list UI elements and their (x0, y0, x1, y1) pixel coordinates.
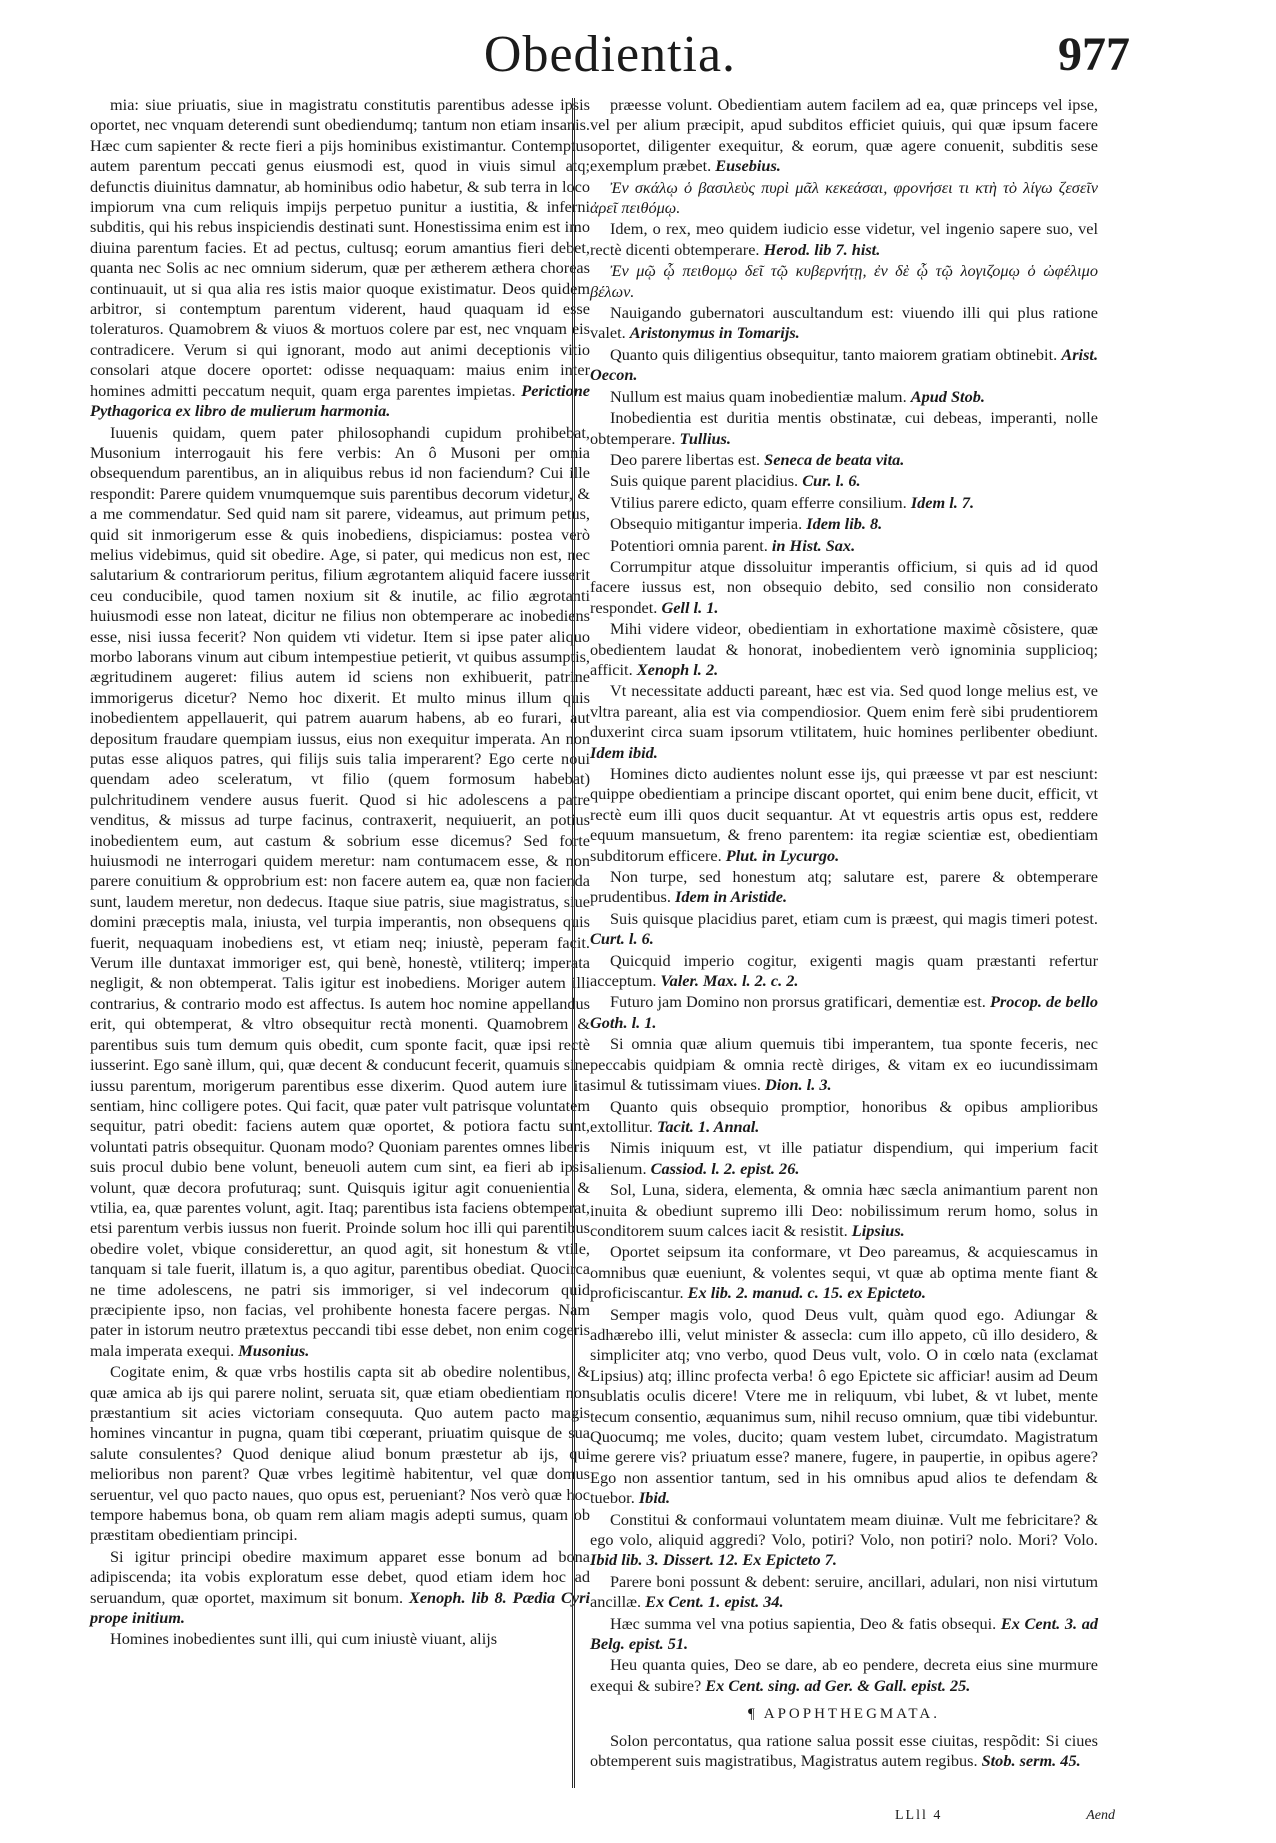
paragraph-text: mia: siue priuatis, siue in magistratu constitutis parentibus adesse ipsis oportet, nec vnquam deterendi sunt obediendumq; tantum non etiam insanis. Hæc cum sapienter & recte fieri a pijs hominibus existimantur. Contemptus autem parentum peccati genus eiusmodi est, quod in viuis simul atq; defunctis diuinitus damnatur, ab hominibus odio habetur, & sub terra in loco impiorum vna cum reliquis impijs perpetuo punitur a iustitia, & inferni subditis, qui his rebus inspiciendis destinati sunt. Honestissima enim est imo diuina parentum facies. Et ad pectus, cultusq; eorum amantius fieri debet, quanta nec Solis ac nec omnium siderum, quæ per ætherem æthera choreas continuauit, ut si qua alia res istis maior quoque existimatur. Deos quidem arbitror, si contemptum parentum viderent, haud quaquam id esse toleraturos. Quamobrem & viuos & mortuos colere par est, nec vnquam eis contradicere. Verum si qui ignorant, modo aut animi deceptionis vitio consolari atque docere oportet: odisse nequaquam: maius enim inter homines admitti peccatum nequit, quam erga parentes impietas. (90, 95, 590, 400)
source-citation: Perictione Pythagorica ex libro de mulierum harmonia. (90, 380, 590, 421)
source-citation: Musonius. (238, 1340, 310, 1360)
source-citation: Apud Stob. (910, 386, 985, 406)
source-citation: Tacit. 1. Annal. (656, 1116, 760, 1136)
source-citation: Arist. Oecon. (590, 344, 1099, 385)
source-citation: Lipsius. (851, 1220, 905, 1240)
paragraph-text: Deo parere libertas est. (610, 449, 761, 469)
paragraph-text: Hæc summa vel vna potius sapientia, Deo & fatis obsequi. (610, 1613, 997, 1633)
paragraph (590, 1138, 1098, 1179)
source-citation: Cassiod. l. 2. epist. 26. (650, 1158, 800, 1178)
paragraph (590, 1180, 1098, 1241)
running-title: Obedientia. (483, 26, 737, 83)
paragraph-text: Quicquid imperio cogitur, exigenti magis quam præstanti refertur acceptum. (590, 950, 1098, 991)
paragraph (90, 1629, 590, 1649)
paragraph-text: Ἐν σκάλῳ ὁ βασιλεὺς πυρὶ μᾶλ κεκεάσαι, φρονήσει τι κτὴ τὸ λίγω ζεσεῖν ἀρεῖ πειθόμῳ. (590, 177, 1098, 218)
paragraph (590, 681, 1098, 763)
source-citation: Stob. serm. 45. (981, 1751, 1081, 1771)
paragraph-text: Homines inobedientes sunt illi, qui cum iniustè viuant, alijs (110, 1629, 498, 1649)
paragraph-text: Quanto quis obsequio promptior, honoribus & opibus amplioribus extollitur. (590, 1096, 1098, 1136)
paragraph-text: Corrumpitur atque dissoluitur imperantis officium, si quis ad id quod facere iussus est, non obsequio debito, sed consilio non considerato respondet. (590, 556, 1098, 617)
paragraph (590, 1242, 1098, 1303)
catchword: Aend (1086, 1808, 1115, 1823)
paragraph (590, 303, 1098, 344)
paragraph-text: Si igitur principi obedire maximum apparet esse bonum ad bona adipiscenda; ita vobis exploratum esse debet, quod etiam idem hoc ad seruandum, quæ oportet, maximum sit bonum. (90, 1546, 590, 1607)
source-citation: Xenoph. lib 8. Pædia Cyri prope initium. (90, 1587, 590, 1628)
paragraph (590, 1034, 1098, 1095)
signature-mark: LLll 4 (895, 1808, 943, 1823)
paragraph-text: Suis quique parent placidius. (610, 471, 799, 491)
source-citation: Seneca de beata vita. (764, 449, 905, 469)
paragraph (590, 951, 1098, 992)
source-citation: Dion. l. 3. (765, 1075, 832, 1095)
paragraph (590, 1305, 1098, 1509)
paragraph-text: Vt necessitate adducti pareant, hæc est via. Sed quod longe melius est, ve vltra pareant, alia est via compendiosior. Quem enim ferè sibi prudentiorem duxerint circa suam ipsorum vtilitatem, huic homines perlibenter obediunt. (590, 681, 1098, 742)
paragraph-text: Idem, o rex, meo quidem iudicio esse videtur, vel ingenio sapere suo, vel rectè dicenti obtemperare. (590, 219, 1098, 259)
paragraph-text: Cogitate enim, & quæ vrbs hostilis capta sit ab obedire nolentibus, & quæ amica ab ijs qui parere nolint, seruata sit, quæ etiam obedientiam non præstantium sit acies victoriam consequuta. Quo autem pacto magis homines vincantur in pugna, quam tibi cœperant, priuatim quisque de sua salute consulentes? Quod denique aliud bonum præstetur ab ijs, qui melioribus non parent? Quæ vrbes legitimè habitentur, vel quæ domus seruentur, vel quo pacto naues, quo opus est, perueniant? Nos verò quæ hoc tempore habemus bona, ob quam rem aliam magis adepti sumus, quam ob præstitam obedientiam principi. (90, 1362, 590, 1545)
paragraph-text: Vtilius parere edicto, quam efferre consilium. (610, 492, 907, 512)
source-citation: Ex lib. 2. manud. c. 15. ex Epicteto. (687, 1283, 927, 1303)
paragraph-text: Heu quanta quies, Deo se dare, ab eo pendere, decreta eius sine murmure exequi & subire? (590, 1655, 1098, 1695)
paragraph (590, 493, 1098, 513)
paragraph (590, 178, 1098, 219)
paragraph (590, 345, 1098, 386)
column-divider (572, 98, 576, 1788)
paragraph-text: Homines dicto audientes nolunt esse ijs, qui præesse vt par est nesciunt: quippe obedientiam a principe discant oportet, qui enim bene ducit, efficit, vt rectè eum illi quos ducit sequantur. At vt equestris artis opus est, reddere equum mansuetum, & freno parentem: ita regiæ scientiæ est, obedientiam subditorum efficere. (590, 764, 1098, 865)
paragraph (590, 764, 1098, 866)
page-header (90, 22, 1130, 92)
source-citation: Xenoph l. 2. (636, 659, 719, 679)
paragraph-text: Oportet seipsum ita conformare, vt Deo pareamus, & acquiescamus in omnibus quæ eueniunt, & volentes sequi, vt quæ ab optima mente fiant & proficiscantur. (590, 1242, 1098, 1303)
section-heading: ¶ ΑΡΟΡΗΤΗΕGΜΑΤΑ. (748, 1706, 940, 1723)
paragraph-text: Potentiori omnia parent. (610, 535, 768, 555)
source-citation: Ibid. (638, 1488, 671, 1508)
source-citation: Valer. Max. l. 2. c. 2. (660, 971, 799, 991)
paragraph-text: Obsequio mitigantur imperia. (610, 514, 803, 534)
paragraph (590, 95, 1098, 177)
paragraph-text: Constitui & conformaui voluntatem meam diuinæ. Vult me febricitare? & ego volo, aliquid aggredi? Volo, potiri? Volo, non potiri? nolo. Mori? Volo. (590, 1509, 1098, 1550)
paragraph (590, 450, 1098, 470)
source-citation: Ex Cent. 1. epist. 34. (645, 1592, 784, 1612)
page-number: 977 (1058, 28, 1130, 81)
paragraph (590, 387, 1098, 407)
paragraph-text: Sol, Luna, sidera, elementa, & omnia hæc sæcla animantium parent non inuita & obediunt supremo illi Deo: nobilissimum rerum homo, solus in conditorem suum calces iacit & resistit. (590, 1180, 1098, 1240)
paragraph (590, 514, 1098, 534)
right-column (590, 95, 1098, 1795)
paragraph-text: Suis quisque placidius paret, etiam cum is præest, qui magis timeri potest. (610, 908, 1098, 928)
paragraph-text: Futuro jam Domino non prorsus gratificari, dementiæ est. (610, 992, 986, 1012)
paragraph-text: Inobedientia est duritia mentis obstinatæ, cui debeas, imperanti, nolle obtemperare. (590, 408, 1098, 448)
source-citation: Curt. l. 6. (590, 929, 654, 949)
paragraph (590, 219, 1098, 260)
source-citation: Idem l. 7. (910, 492, 975, 512)
paragraph (590, 909, 1098, 950)
source-citation: Procop. de bello Goth. l. 1. (590, 992, 1099, 1032)
source-citation: Gell l. 1. (661, 597, 719, 617)
source-citation: Ex Cent. 3. ad Belg. epist. 51. (590, 1613, 1098, 1654)
paragraph (590, 408, 1098, 449)
left-column (90, 95, 590, 1795)
paragraph (590, 557, 1098, 618)
paragraph (590, 536, 1098, 556)
paragraph-text: Nimis iniquum est, vt ille patiatur dispendium, qui imperium facit alienum. (590, 1138, 1098, 1178)
paragraph (90, 1362, 590, 1546)
paragraph-text: Nullum est maius quam inobedientiæ malum. (610, 386, 907, 406)
source-citation: Idem lib. 8. (806, 514, 883, 534)
paragraph-text: Quanto quis diligentius obsequitur, tanto maiorem gratiam obtinebit. (610, 344, 1058, 364)
source-citation: Ex Cent. sing. ad Ger. & Gall. epist. 25. (705, 1675, 971, 1695)
paragraph-text: Nauigando gubernatori auscultandum est: viuendo illi qui plus ratione valet. (590, 303, 1098, 343)
paragraph-text: Semper magis volo, quod Deus vult, quàm quod ego. Adiungar & adhærebo illi, velut minister & assecla: cum illo appeto, cũ illo desidero, & simpliciter atq; vno verbo, quod Deus vult, volo. O in cœlo nata (exclamat Lipsius) atq; illinc profecta verba! ô ego Epictete sic afficiar! ausim ad Deum sublatis oculis dicere! Vtere me in reliquum, vbi lubet, & vt lubet, mente tecum consentio, æquanimus sum, nihil recuso omnium, quæ tibi videbuntur. Quocumq; me voles, ducito; quam vestem lubet, circumdato. Magistratum me gerere vis? priuatum esse? manere, fugere, in paupertie, in opibus agere? Ego non assentior tantum, sed in his omnibus apud alios te defendam & tuebor. (590, 1304, 1098, 1508)
paragraph (590, 1510, 1098, 1571)
paragraph (590, 261, 1098, 302)
source-citation: Plut. in Lycurgo. (725, 845, 840, 865)
paragraph (590, 992, 1098, 1033)
source-citation: Idem ibid. (590, 742, 658, 762)
paragraph-text: præesse volunt. Obedientiam autem facilem ad ea, quæ princeps vel ipse, vel per alium præcipit, apud subditos efficiet quiuis, qui quæ ipsum facere oportet, diligenter exequitur, & eorum, quæ agere conuenit, subditis sese exemplum præbet. (590, 95, 1098, 176)
paragraph (590, 1614, 1098, 1655)
paragraph (590, 1572, 1098, 1613)
source-citation: Idem in Aristide. (675, 887, 788, 907)
paragraph-text: Si omnia quæ alium quemuis tibi imperantem, tua sponte feceris, nec peccabis quidpiam & omnia rectè diriges, & vitam ex eo iucundissimam simul & tutissimam viues. (590, 1034, 1098, 1095)
source-citation: Herod. lib 7. hist. (763, 239, 881, 259)
paragraph (90, 95, 590, 422)
paragraph-text: Mihi videre videor, obedientiam in exhortatione maximè cõsistere, quæ obedientem laudat & honorat, inobedientem verò ignominia supplicioq; afficit. (590, 619, 1098, 679)
paragraph-text: Parere boni possunt & debent: seruire, ancillari, adulari, non nisi virtutum ancillæ. (590, 1571, 1098, 1612)
paragraph (90, 423, 590, 1362)
source-citation: in Hist. Sax. (771, 535, 856, 555)
paragraph (590, 1655, 1098, 1696)
paragraph-text: Iuuenis quidam, quem pater philosophandi cupidum prohibebat, Musonium interrogauit his fere verbis: An ô Musoni per omnia obsequendum parentibus, an in aliquibus rebus id non faciendum? Cui ille respondit: Parere quidem vnumquemque suis parentibus decorum videtur, & a me commendatur. Sed quid nam sit parere, videamus, aut primum petus, quid sit inmorigerum esse & quis inobediens, dispiciamus: postea verò melius videbimus, quid sit obedire. Age, si pater, qui medicus non est, nec salutarium & contrariorum peritus, filium ægrotantem aliquid facere iusserit ceu conducibile, quod tamen noxium sit & inutile, ac filio ægrotanti huiusmodi esse non lateat, dicitur ne filius non obtemperare ac inobediens esse, nisi iussa fecerit? Non quidem vti videtur. Item si ipse pater aliquo morbo laborans vinum aut cibum intempestiue petierit, vt quibus assumptis, ægritudinem augeret: filius autem id sciens non exhibuerit, patrine immorigerus dicetur? Nemo hoc dixerit. Et multo minus illum quis inobedientem appellauerit, qui patrem auarum habens, ab eo furari, aut depositum fraudare quempiam iussus, eius non exequitur imperata. An non putas esse aliquos patres, qui filijs suis talia imperarent? Ego certe noui quendam adeo sceleratum, vt filio (quem formosum habebat) pulchritudinem vendere ausus fuerit. Quod si hic adolescens a patre venditus, & missus ad turpe facinus, contraxerit, nequiuerit, an potius inobedientem eum, aut castum & sobrium esse dicemus? Sed forte huiusmodi ne interrogari quidem meretur: nam contumacem esse, & non parere conuitium & opprobrium est: non facere autem ea, quæ non facienda sunt, laudem meretur, non dedecus. Itaque siue patris, siue magistratus, siue domini præceptis mala, iniusta, vel turpia imperantis, non obsequens quis fuerit, nequaquam inobediens est, vt etiam neq; iniustè, peperam facit. Verum ille duntaxat immoriger est, qui benè, honestè, vtiliterq; imperata negligit, & non obtemperat. Talis igitur est inobediens. Moriger autem illi contrarius, & contrario modo est affectus. Is autem hoc nomine appellandus erit, qui obtemperat, & vltro obsequitur rectà monenti. Quamobrem & parentibus suis tum demum quis obedit, cum sponte facit, quæ ipsi rectè iusserint. Ego sanè illum, qui, quæ decent & conducunt fecerit, quamuis sine iussu parentum, morigerum parentibus esse dixerim. Quod autem iure ita sentiam, hinc colligere potes. Qui facit, quæ pater vult patrisque voluntatem sequitur, patri obedit: faciens autem quæ oportet, & potiora factu sunt, voluntati patris obsequitur. Quonam modo? Quoniam parentes omnes liberis suis procul dubio bene volunt, beneuoli autem cum sint, ea fieri ab ipsis volunt, quæ decora profuturaq; sunt. Quisquis igitur agit conuenientia & vtilia, ea, quæ parentes volunt, agit. Itaq; parentibus ista faciens obtemperat, etsi parentum verbis iussus non fuerit. Proinde solum hoc illi qui parentibus obedire volet, vbique considerettur, an quod agit, sit honestum & vtile, tanquam si tale fuerit, illatum is, a quo agitur, parentibus obediat. Quocirca ne time adolescens, ne patri sis immoriger, si vel indecorum quid præcipiente ipso, non facias, vel prohibente honesta facere pergas. Nam pater in istorum neutro prætextus peccandi tibi esse debet, non enim cogeris mala imperata exequi. (90, 422, 590, 1360)
paragraph (590, 619, 1098, 680)
source-citation: Ibid lib. 3. Dissert. 12. Ex Epicteto 7. (590, 1550, 837, 1570)
paragraph (590, 471, 1098, 491)
paragraph-text: Non turpe, sed honestum atq; salutare est, parere & obtemperare prudentibus. (590, 867, 1098, 907)
source-citation: Tullius. (679, 428, 731, 448)
paragraph (590, 1097, 1098, 1138)
source-citation: Aristonymus in Tomarijs. (629, 323, 800, 343)
page-footer (895, 1808, 1115, 1830)
paragraph (590, 867, 1098, 908)
apophthegm (590, 1731, 1098, 1772)
source-citation: Cur. l. 6. (802, 471, 861, 491)
source-citation: Eusebius. (715, 156, 781, 176)
paragraph-text: Solon percontatus, qua ratione salua possit esse ciuitas, respõdit: Si ciues obtemperent suis magistratibus, Magistratus autem regibus. (590, 1730, 1098, 1771)
paragraph-text: Ἐν μῷ ᾧ πειθομῳ δεῖ τῷ κυβερνήτῃ, ἐν δὲ ᾧ τῷ λογιζομῳ ὁ ὠφέλιμο βέλων. (590, 261, 1098, 301)
paragraph (90, 1547, 590, 1629)
